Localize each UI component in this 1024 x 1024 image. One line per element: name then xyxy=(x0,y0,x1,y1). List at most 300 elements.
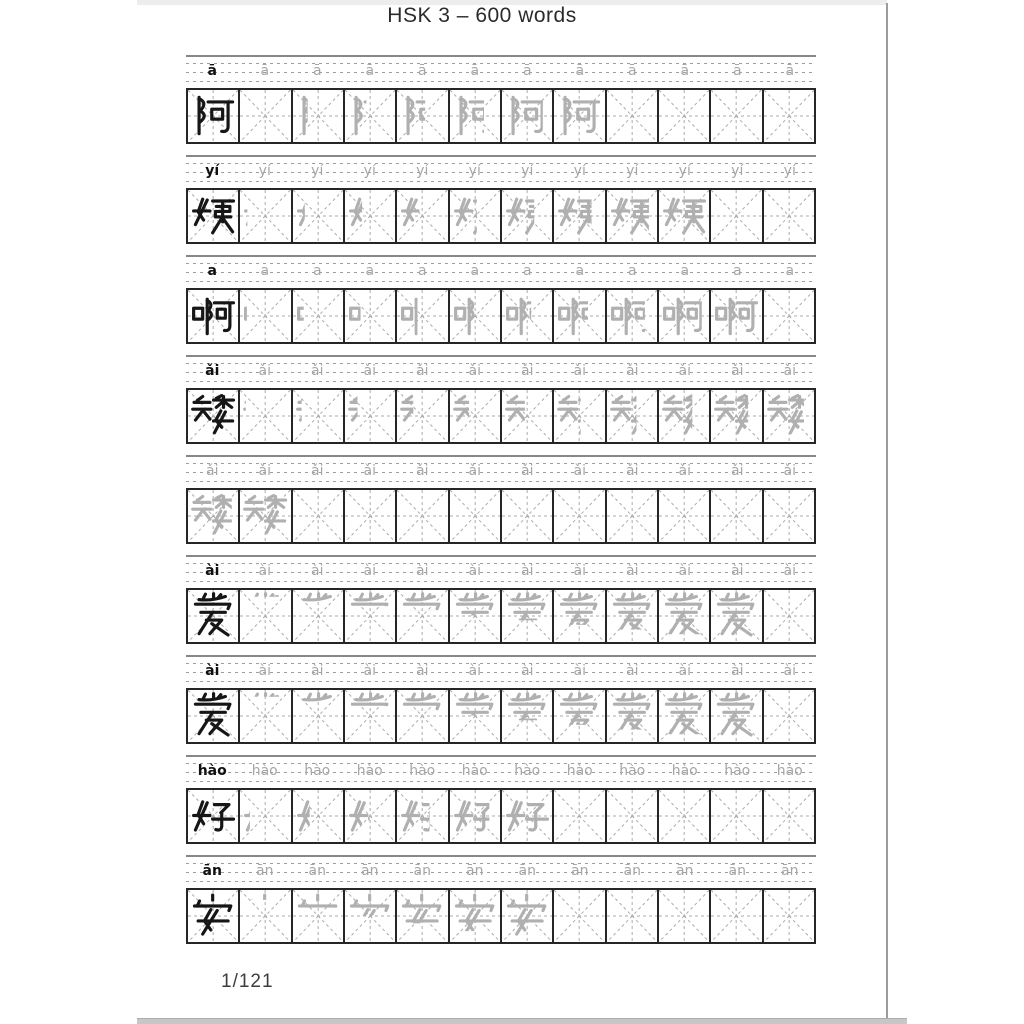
pinyin-sample: ǎi xyxy=(783,463,796,479)
pinyin-guide-line xyxy=(186,660,816,684)
pinyin-guide-line xyxy=(186,860,816,884)
pinyin-sample: ā xyxy=(732,63,742,79)
row-separator-line xyxy=(186,455,816,457)
mizige-guides xyxy=(711,790,761,842)
mizige-guides xyxy=(711,890,761,942)
grid-cell xyxy=(554,890,606,942)
mizige-guides xyxy=(293,490,343,542)
grid-cell xyxy=(450,190,502,242)
grid-cell xyxy=(554,190,606,242)
hanzi-trace-step xyxy=(190,492,235,539)
grid-cell xyxy=(188,390,240,442)
pinyin-sample: a xyxy=(785,263,795,279)
grid-cell xyxy=(293,590,345,642)
practice-row-6 xyxy=(186,555,816,644)
pinyin-sample: yí xyxy=(731,163,744,179)
mizige-guides xyxy=(659,890,709,942)
pinyin-sample: ài xyxy=(731,563,744,579)
pinyin-sample: hào xyxy=(251,763,278,779)
practice-row-2 xyxy=(186,155,816,244)
pinyin-sample: hào xyxy=(304,763,331,779)
grid-cell xyxy=(450,490,502,542)
mizige-guides xyxy=(764,790,814,842)
grid-cell xyxy=(450,690,502,742)
hanzi-grid xyxy=(186,388,816,444)
mizige-guides xyxy=(659,790,709,842)
grid-cell xyxy=(188,790,240,842)
grid-cell xyxy=(554,90,606,142)
pinyin-guide-line xyxy=(186,60,816,84)
pinyin-guide-line xyxy=(186,160,816,184)
pinyin-sample: ài xyxy=(573,663,586,679)
pinyin-sample: ǎi xyxy=(678,463,691,479)
pinyin-sample: ān xyxy=(361,863,379,879)
hanzi-grid xyxy=(186,488,816,544)
pinyin-sample: ài xyxy=(521,663,534,679)
mizige-guides xyxy=(607,890,657,942)
pinyin-sample: ā xyxy=(470,63,480,79)
grid-cell xyxy=(240,290,292,342)
pinyin-sample: hào xyxy=(776,763,803,779)
pinyin-sample: a xyxy=(732,263,742,279)
pinyin-sample: a xyxy=(627,263,637,279)
pinyin-sample-lead: ān xyxy=(202,863,222,879)
grid-cell xyxy=(502,390,554,442)
grid-cell xyxy=(554,690,606,742)
grid-cell xyxy=(345,490,397,542)
grid-cell xyxy=(397,190,449,242)
mizige-guides xyxy=(240,590,290,642)
pinyin-sample: ān xyxy=(466,863,484,879)
pinyin-sample: ài xyxy=(626,663,639,679)
hanzi-trace-step xyxy=(661,192,706,239)
pinyin-sample: ān xyxy=(781,863,799,879)
pinyin-sample: ā xyxy=(522,63,532,79)
mizige-guides xyxy=(764,490,814,542)
grid-cell xyxy=(188,190,240,242)
grid-cell xyxy=(711,90,763,142)
hanzi-black xyxy=(190,92,235,139)
pinyin-sample: ǎi xyxy=(363,363,376,379)
pinyin-sample: a xyxy=(365,263,375,279)
pinyin-sample: ài xyxy=(678,563,691,579)
grid-cell xyxy=(345,590,397,642)
pinyin-sample: ā xyxy=(627,63,637,79)
grid-cell xyxy=(607,390,659,442)
grid-cell xyxy=(607,890,659,942)
pinyin-guide-line xyxy=(186,260,816,284)
hanzi-grid xyxy=(186,188,816,244)
pinyin-sample: ài xyxy=(626,563,639,579)
grid-cell xyxy=(502,590,554,642)
pinyin-sample: hào xyxy=(514,763,541,779)
page-number: 1/121 xyxy=(221,971,274,992)
hanzi-trace-step xyxy=(609,192,654,239)
pinyin-sample: ǎi xyxy=(258,363,271,379)
pinyin-sample: ān xyxy=(308,863,326,879)
pinyin-sample: ān xyxy=(256,863,274,879)
hanzi-trace-step xyxy=(713,592,758,639)
grid-cell xyxy=(397,790,449,842)
hanzi-grid xyxy=(186,588,816,644)
page-edge-line xyxy=(886,3,888,1024)
grid-cell xyxy=(293,290,345,342)
pinyin-sample: ǎi xyxy=(521,463,534,479)
pinyin-sample-lead: ā xyxy=(207,63,217,79)
mizige-guides xyxy=(711,90,761,142)
grid-cell xyxy=(764,90,814,142)
pinyin-sample: ā xyxy=(312,63,322,79)
grid-cell xyxy=(659,290,711,342)
grid-cell xyxy=(607,490,659,542)
pinyin-sample-lead: a xyxy=(207,263,217,279)
grid-cell xyxy=(764,690,814,742)
grid-cell xyxy=(293,690,345,742)
pinyin-sample: ǎi xyxy=(626,463,639,479)
pinyin-sample: a xyxy=(470,263,480,279)
grid-cell xyxy=(397,890,449,942)
grid-cell xyxy=(711,890,763,942)
pinyin-sample: ài xyxy=(783,563,796,579)
pinyin-sample: ài xyxy=(416,563,429,579)
grid-cell xyxy=(502,490,554,542)
pinyin-sample: ǎi xyxy=(678,363,691,379)
grid-cell xyxy=(554,390,606,442)
hanzi-trace-step xyxy=(661,292,706,339)
grid-cell xyxy=(764,790,814,842)
grid-cell xyxy=(502,790,554,842)
grid-cell xyxy=(502,90,554,142)
pinyin-sample: yí xyxy=(363,163,376,179)
pinyin-sample: ā xyxy=(365,63,375,79)
pinyin-sample: ā xyxy=(575,63,585,79)
pinyin-sample: ā xyxy=(417,63,427,79)
grid-cell xyxy=(764,290,814,342)
pinyin-sample: ǎi xyxy=(626,363,639,379)
grid-cell xyxy=(659,190,711,242)
hanzi-trace-step xyxy=(661,592,706,639)
mizige-guides xyxy=(659,490,709,542)
pinyin-sample: ān xyxy=(413,863,431,879)
row-separator-line xyxy=(186,755,816,757)
grid-cell xyxy=(502,690,554,742)
pinyin-sample-lead: ǎi xyxy=(205,363,220,379)
practice-row-9 xyxy=(186,855,816,944)
grid-cell xyxy=(293,190,345,242)
hanzi-grid xyxy=(186,288,816,344)
pinyin-sample: ǎi xyxy=(731,463,744,479)
pinyin-sample: ài xyxy=(258,563,271,579)
pinyin-sample: yí xyxy=(416,163,429,179)
hanzi-trace-step xyxy=(242,492,287,539)
pinyin-sample: ān xyxy=(571,863,589,879)
practice-row-4 xyxy=(186,355,816,444)
pinyin-sample: ài xyxy=(258,663,271,679)
grid-cell xyxy=(711,590,763,642)
mizige-guides xyxy=(240,390,290,442)
pinyin-sample: ān xyxy=(623,863,641,879)
mizige-guides xyxy=(764,290,814,342)
pinyin-sample: ǎi xyxy=(416,463,429,479)
pinyin-sample: ài xyxy=(363,563,376,579)
pinyin-sample: a xyxy=(417,263,427,279)
pinyin-sample: ǎi xyxy=(363,463,376,479)
hanzi-grid xyxy=(186,688,816,744)
hanzi-black xyxy=(190,892,235,939)
pinyin-guide-line xyxy=(186,760,816,784)
pinyin-sample: a xyxy=(260,263,270,279)
pinyin-sample: ǎi xyxy=(521,363,534,379)
hanzi-grid xyxy=(186,88,816,144)
hanzi-trace-step xyxy=(713,692,758,739)
hanzi-black xyxy=(190,592,235,639)
row-separator-line xyxy=(186,855,816,857)
mizige-guides xyxy=(764,590,814,642)
grid-cell xyxy=(188,590,240,642)
hanzi-black xyxy=(190,192,235,239)
grid-cell xyxy=(397,290,449,342)
grid-cell xyxy=(397,90,449,142)
grid-cell xyxy=(240,690,292,742)
pinyin-sample: hào xyxy=(356,763,383,779)
grid-cell xyxy=(764,490,814,542)
row-separator-line xyxy=(186,55,816,57)
mizige-guides xyxy=(764,90,814,142)
pinyin-sample: yí xyxy=(626,163,639,179)
grid-cell xyxy=(659,390,711,442)
grid-cell xyxy=(188,490,240,542)
grid-cell xyxy=(764,390,814,442)
pinyin-sample: hào xyxy=(409,763,436,779)
hanzi-trace-step xyxy=(556,92,601,139)
pinyin-sample: ǎi xyxy=(573,463,586,479)
grid-cell xyxy=(659,690,711,742)
pinyin-sample: hào xyxy=(566,763,593,779)
grid-cell xyxy=(397,690,449,742)
grid-cell xyxy=(554,790,606,842)
mizige-guides xyxy=(607,90,657,142)
grid-cell xyxy=(607,590,659,642)
grid-cell xyxy=(345,890,397,942)
pinyin-sample: hào xyxy=(671,763,698,779)
grid-cell xyxy=(711,690,763,742)
pinyin-sample: ài xyxy=(468,563,481,579)
grid-cell xyxy=(450,90,502,142)
grid-cell xyxy=(711,190,763,242)
grid-cell xyxy=(659,890,711,942)
mizige-guides xyxy=(240,290,290,342)
grid-cell xyxy=(659,590,711,642)
pinyin-sample-lead: hào xyxy=(197,763,227,779)
grid-cell xyxy=(711,490,763,542)
row-separator-line xyxy=(186,655,816,657)
pinyin-sample: a xyxy=(575,263,585,279)
pinyin-sample: ǎi xyxy=(416,363,429,379)
grid-cell xyxy=(554,290,606,342)
pinyin-sample: ǎi xyxy=(468,363,481,379)
grid-cell xyxy=(502,290,554,342)
pinyin-sample: ān xyxy=(728,863,746,879)
grid-cell xyxy=(240,490,292,542)
pinyin-sample: ài xyxy=(731,663,744,679)
grid-cell xyxy=(240,890,292,942)
hanzi-trace-step xyxy=(661,692,706,739)
grid-cell xyxy=(450,890,502,942)
mizige-guides xyxy=(711,490,761,542)
pinyin-guide-line xyxy=(186,560,816,584)
grid-cell xyxy=(240,790,292,842)
mizige-guides xyxy=(502,490,552,542)
pinyin-sample: yí xyxy=(311,163,324,179)
pinyin-sample: yí xyxy=(573,163,586,179)
pinyin-sample: ǎi xyxy=(258,463,271,479)
grid-cell xyxy=(554,590,606,642)
pinyin-sample: yí xyxy=(521,163,534,179)
mizige-guides xyxy=(764,890,814,942)
grid-cell xyxy=(293,790,345,842)
mizige-guides xyxy=(607,490,657,542)
pinyin-sample: ài xyxy=(783,663,796,679)
mizige-guides xyxy=(764,190,814,242)
pinyin-sample: yí xyxy=(258,163,271,179)
grid-cell xyxy=(240,390,292,442)
hanzi-grid xyxy=(186,888,816,944)
pinyin-sample-lead: ài xyxy=(205,663,220,679)
practice-row-1 xyxy=(186,55,816,144)
pinyin-sample: yí xyxy=(678,163,691,179)
grid-cell xyxy=(607,790,659,842)
grid-cell xyxy=(502,190,554,242)
grid-cell xyxy=(188,90,240,142)
page-title: HSK 3 – 600 words xyxy=(387,4,577,27)
pinyin-sample: ān xyxy=(518,863,536,879)
grid-cell xyxy=(450,290,502,342)
pinyin-sample: ài xyxy=(416,663,429,679)
practice-row-5 xyxy=(186,455,816,544)
pinyin-sample: ā xyxy=(680,63,690,79)
pinyin-sample: hào xyxy=(724,763,751,779)
grid-cell xyxy=(240,190,292,242)
grid-cell xyxy=(293,90,345,142)
hanzi-black xyxy=(190,292,235,339)
grid-cell xyxy=(502,890,554,942)
grid-cell xyxy=(345,290,397,342)
pinyin-sample: ā xyxy=(260,63,270,79)
grid-cell xyxy=(764,590,814,642)
grid-cell xyxy=(711,790,763,842)
grid-cell xyxy=(764,190,814,242)
pinyin-guide-line xyxy=(186,360,816,384)
pinyin-sample: ài xyxy=(521,563,534,579)
hanzi-black xyxy=(190,392,235,439)
grid-cell xyxy=(607,690,659,742)
pinyin-sample: ài xyxy=(468,663,481,679)
pinyin-sample: ā xyxy=(785,63,795,79)
pinyin-sample: ǎi xyxy=(573,363,586,379)
grid-cell xyxy=(188,290,240,342)
bottom-edge-bar xyxy=(137,1018,907,1024)
mizige-guides xyxy=(397,490,447,542)
row-separator-line xyxy=(186,255,816,257)
grid-cell xyxy=(240,90,292,142)
mizige-guides xyxy=(554,790,604,842)
mizige-guides xyxy=(659,90,709,142)
grid-cell xyxy=(397,490,449,542)
mizige-guides xyxy=(764,690,814,742)
mizige-guides xyxy=(240,190,290,242)
pinyin-sample: a xyxy=(522,263,532,279)
hanzi-trace-step xyxy=(504,892,549,939)
pinyin-sample: ǎi xyxy=(206,463,219,479)
row-separator-line xyxy=(186,155,816,157)
hanzi-black xyxy=(190,792,235,839)
mizige-guides xyxy=(711,190,761,242)
grid-cell xyxy=(711,390,763,442)
pinyin-sample-lead: yí xyxy=(205,163,220,179)
pinyin-sample: ān xyxy=(676,863,694,879)
grid-cell xyxy=(293,890,345,942)
hanzi-trace-step xyxy=(504,92,549,139)
pinyin-sample: yí xyxy=(468,163,481,179)
pinyin-sample: a xyxy=(680,263,690,279)
pinyin-sample: ǎi xyxy=(783,363,796,379)
row-separator-line xyxy=(186,355,816,357)
pinyin-sample: ǎi xyxy=(468,463,481,479)
mizige-guides xyxy=(607,790,657,842)
grid-cell xyxy=(659,490,711,542)
pinyin-sample: ài xyxy=(311,663,324,679)
row-separator-line xyxy=(186,555,816,557)
grid-cell xyxy=(450,590,502,642)
mizige-guides xyxy=(345,490,395,542)
grid-cell xyxy=(345,190,397,242)
hanzi-black xyxy=(190,692,235,739)
practice-row-8 xyxy=(186,755,816,844)
pinyin-sample: a xyxy=(312,263,322,279)
practice-row-3 xyxy=(186,255,816,344)
grid-cell xyxy=(607,290,659,342)
hanzi-trace-step xyxy=(504,792,549,839)
mizige-guides xyxy=(554,490,604,542)
pinyin-sample: ài xyxy=(311,563,324,579)
pinyin-guide-line xyxy=(186,460,816,484)
grid-cell xyxy=(293,390,345,442)
grid-cell xyxy=(659,90,711,142)
grid-cell xyxy=(607,90,659,142)
pinyin-sample: ǎi xyxy=(731,363,744,379)
practice-row-7 xyxy=(186,655,816,744)
pinyin-sample: ài xyxy=(573,563,586,579)
grid-cell xyxy=(397,390,449,442)
pinyin-sample-lead: ài xyxy=(205,563,220,579)
grid-cell xyxy=(345,790,397,842)
pinyin-sample: ǎi xyxy=(311,463,324,479)
mizige-guides xyxy=(554,890,604,942)
practice-sheet xyxy=(186,55,816,955)
grid-cell xyxy=(450,790,502,842)
grid-cell xyxy=(345,390,397,442)
mizige-guides xyxy=(240,690,290,742)
grid-cell xyxy=(188,690,240,742)
hanzi-grid xyxy=(186,788,816,844)
grid-cell xyxy=(240,590,292,642)
hanzi-trace-step xyxy=(713,292,758,339)
grid-cell xyxy=(764,890,814,942)
grid-cell xyxy=(554,490,606,542)
grid-cell xyxy=(450,390,502,442)
pinyin-sample: hào xyxy=(619,763,646,779)
grid-cell xyxy=(659,790,711,842)
